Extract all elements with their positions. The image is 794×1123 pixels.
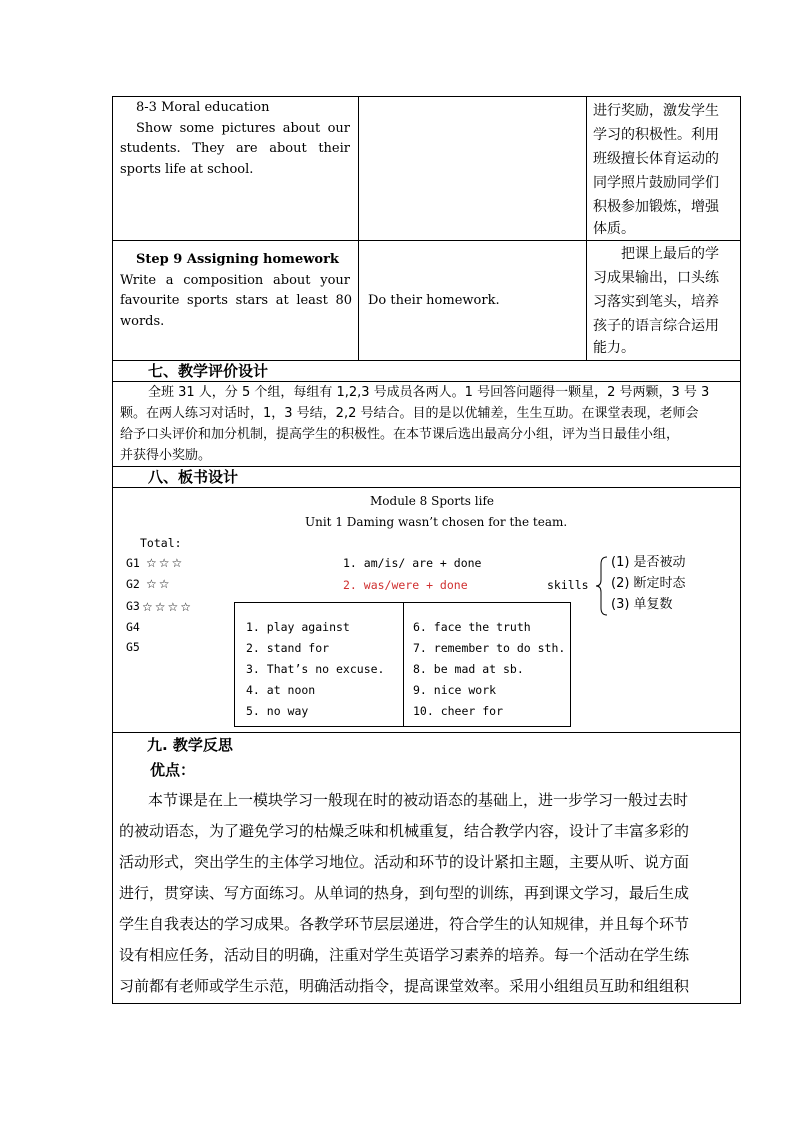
phrase-item: 8. be mad at sb. <box>413 662 524 676</box>
evaluation-line: 颗。在两人练习对话时，1，3 号结，2,2 号结合。目的是以优辅差，生生互助。在课堂表现，老师会 <box>120 406 699 421</box>
step9-line: favourite sports stars at least 80 <box>120 293 352 308</box>
moral-line: students. They are about their <box>120 141 350 156</box>
board-title: 八、板书设计 <box>148 468 239 486</box>
step9-purpose-line: 习成果输出，口头练 <box>593 270 719 286</box>
step9-purpose-line: 能力。 <box>593 340 635 356</box>
evaluation-line: 并获得小奖励。 <box>120 448 212 463</box>
moral-purpose-line: 体质。 <box>593 221 635 237</box>
moral-purpose-line: 积极参加锻炼，增强 <box>593 199 719 215</box>
row-divider <box>112 732 741 733</box>
moral-heading: 8-3 Moral education <box>136 100 270 115</box>
column-divider-1 <box>358 96 359 360</box>
group-name: G2 <box>126 577 140 591</box>
group-name: G5 <box>126 640 140 654</box>
moral-line: sports life at school. <box>120 162 254 177</box>
step9-purpose-line: 习落实到笔头，培养 <box>593 294 719 310</box>
phrase-item: 9. nice work <box>413 683 497 697</box>
skill-item: (2) 断定时态 <box>611 576 686 591</box>
phrase-item: 4. at noon <box>246 683 316 697</box>
group-stars: ☆☆☆☆ <box>142 600 194 614</box>
step9-heading: Step 9 Assigning homework <box>136 252 339 267</box>
skills-brace <box>595 556 609 616</box>
skill-item: (1) 是否被动 <box>611 555 686 570</box>
total-label: Total: <box>140 536 182 550</box>
phrase-item: 10. cheer for <box>413 704 504 718</box>
grammar-rule-past: 2. was/were + done <box>343 578 468 592</box>
group-name: G4 <box>126 620 140 634</box>
moral-purpose-line: 同学照片鼓励同学们 <box>593 175 719 191</box>
phrase-item: 7. remember to do sth. <box>413 641 566 655</box>
evaluation-line: 给予口头评价和加分机制，提高学生的积极性。在本节课后选出最高分小组，评为当日最佳小组， <box>120 427 680 442</box>
reflection-line: 进行，贯穿读、写方面练习。从单词的热身，到句型的训练，再到课文学习，最后生成 <box>119 884 690 902</box>
reflection-line: 学生自我表达的学习成果。各教学环节层层递进，符合学生的认知规律，并且每个环节 <box>119 915 690 933</box>
moral-purpose-line: 班级擅长体育运动的 <box>593 151 719 167</box>
phrase-item: 1. play against <box>246 620 350 634</box>
row-divider <box>112 381 741 382</box>
reflection-title: 九. 教学反思 <box>147 736 233 754</box>
table-border-left <box>112 96 113 1004</box>
reflection-line: 的被动语态，为了避免学习的枯燥乏味和机械重复，结合教学内容，设计了丰富多彩的 <box>119 822 690 840</box>
step9-student-activity: Do their homework. <box>368 293 500 308</box>
step9-line: Write a composition about your <box>120 273 350 288</box>
phrase-item: 5. no way <box>246 704 309 718</box>
table-border-top <box>112 96 741 97</box>
step9-purpose-line: 孩子的语言综合运用 <box>593 318 719 334</box>
reflection-line: 习前都有老师或学生示范，明确活动指令，提高课堂效率。采用小组组员互助和组组积 <box>119 977 690 995</box>
group-name: G1 <box>126 556 140 570</box>
board-unit-title: Unit 1 Daming wasn’t chosen for the team. <box>305 515 568 529</box>
moral-line: Show some pictures about our <box>136 121 350 136</box>
evaluation-title: 七、教学评价设计 <box>148 362 269 380</box>
step9-purpose-line: 把课上最后的学 <box>621 246 719 262</box>
table-border-bottom <box>112 1003 741 1004</box>
step9-line: words. <box>120 314 165 329</box>
group-name: G3 <box>126 599 140 613</box>
skill-item: (3) 单复数 <box>611 597 673 612</box>
moral-purpose-line: 进行奖励，激发学生 <box>593 103 719 119</box>
group-stars: ☆☆ <box>146 577 172 591</box>
group-stars: ☆☆☆ <box>146 556 185 570</box>
evaluation-line: 全班 31 人，分 5 个组，每组有 1,2,3 号成员各两人。1 号回答问题得一颗星，2 号两颗，3 号 3 <box>148 385 710 400</box>
phrase-item: 6. face the truth <box>413 620 531 634</box>
row-divider <box>112 240 741 241</box>
table-border-right <box>740 96 741 1004</box>
reflection-line: 本节课是在上一模块学习一般现在时的被动语态的基础上，进一步学习一般过去时 <box>148 791 689 809</box>
row-divider <box>112 487 741 488</box>
reflection-subtitle: 优点： <box>150 761 196 779</box>
column-divider-2 <box>586 96 587 360</box>
reflection-line: 活动形式，突出学生的主体学习地位。活动和环节的设计紧扣主题，主要从听、说方面 <box>119 853 690 871</box>
reflection-line: 设有相应任务，活动目的明确，注重对学生英语学习素养的培养。每一个活动在学生练 <box>119 946 690 964</box>
grammar-rule-present: 1. am/is/ are + done <box>343 556 482 570</box>
board-module-title: Module 8 Sports life <box>370 494 495 508</box>
skills-label: skills <box>547 578 589 592</box>
phrase-item: 3. That’s no excuse. <box>246 662 385 676</box>
phrase-item: 2. stand for <box>246 641 330 655</box>
moral-purpose-line: 学习的积极性。利用 <box>593 127 719 143</box>
